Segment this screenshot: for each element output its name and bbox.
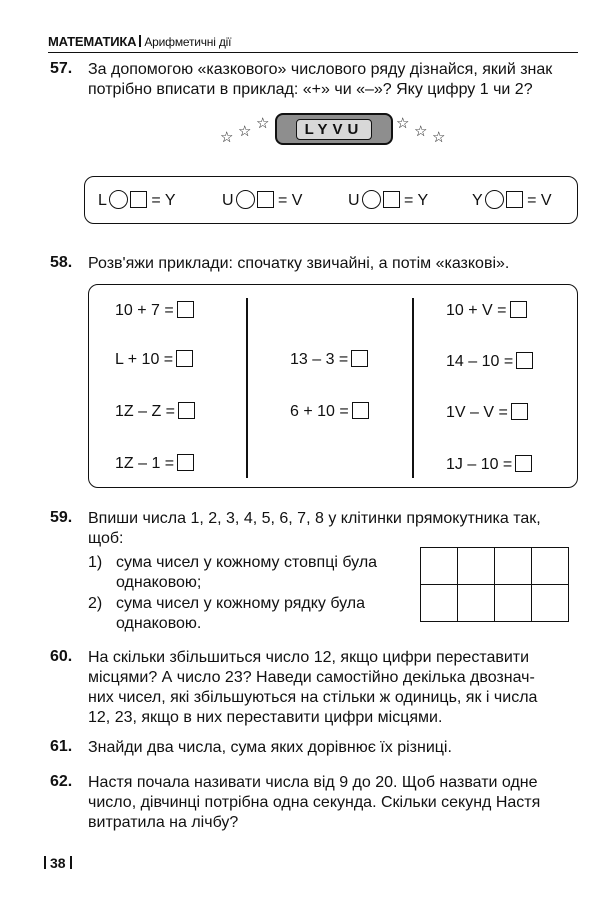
item-line-1: сума чисел у кожному рядку була [116, 595, 366, 612]
equation [115, 301, 194, 320]
text-line: них чисел, які збільшуються на стільки ж одиниць, як і числа [88, 689, 538, 706]
task-59-item-2 [88, 594, 365, 634]
sign-circle[interactable] [485, 190, 504, 209]
item-mark: 2) [88, 595, 103, 612]
star-icon: ☆ [256, 115, 270, 132]
number-line-banner [275, 113, 393, 145]
equation-text: 14 – 10 = [446, 353, 514, 370]
star-icon: ☆ [414, 123, 428, 140]
task-59-number: 59. [50, 509, 73, 526]
grid-cell[interactable] [458, 585, 495, 622]
example-2 [222, 190, 302, 210]
subject-label: МАТЕМАТИКА [48, 34, 137, 49]
example-left: L [98, 192, 107, 209]
star-icon: ☆ [220, 129, 234, 146]
answer-square[interactable] [510, 301, 527, 318]
task-59-line-1: Впиши числа 1, 2, 3, 4, 5, 6, 7, 8 у клітинки прямокутника так, [88, 510, 541, 527]
equation [446, 455, 532, 474]
task-59-line-2: щоб: [88, 530, 124, 547]
example-left: Y [472, 192, 483, 209]
answer-square[interactable] [177, 301, 194, 318]
task-57-line-2: потрібно вписати в приклад: «+» чи «–»? Яку цифру 1 чи 2? [88, 81, 533, 98]
equation [115, 350, 193, 369]
task-58-number: 58. [50, 254, 73, 271]
grid-cell[interactable] [421, 585, 458, 622]
equation-text: L + 10 = [115, 351, 174, 368]
header-divider [48, 52, 578, 53]
star-icon: ☆ [432, 129, 446, 146]
equation-text: 1V – V = [446, 404, 508, 421]
digit-square[interactable] [130, 191, 147, 208]
answer-square[interactable] [176, 350, 193, 367]
number-grid [420, 547, 569, 622]
column-divider [246, 298, 248, 478]
equation [290, 402, 369, 421]
answer-square[interactable] [178, 402, 195, 419]
task-60-text [88, 648, 588, 728]
equation-text: 10 + V = [446, 302, 507, 319]
answer-square[interactable] [516, 352, 533, 369]
task-59-item-1 [88, 553, 377, 593]
page-header [48, 34, 231, 49]
example-right: = V [527, 192, 552, 209]
grid-cell[interactable] [532, 548, 569, 585]
page-number-value: 38 [50, 855, 66, 871]
item-line-2: однаковою; [116, 574, 202, 591]
grid-cell[interactable] [421, 548, 458, 585]
example-1 [98, 190, 176, 210]
grid-cell[interactable] [495, 548, 532, 585]
task-60-number: 60. [50, 648, 73, 665]
digit-square[interactable] [383, 191, 400, 208]
sign-circle[interactable] [362, 190, 381, 209]
task-57-number: 57. [50, 60, 73, 77]
digit-square[interactable] [506, 191, 523, 208]
answer-square[interactable] [177, 454, 194, 471]
column-divider [412, 298, 414, 478]
task-58-text: Розв'яжи приклади: спочатку звичайні, а потім «казкові». [88, 255, 510, 272]
grid-cell[interactable] [495, 585, 532, 622]
equation-text: 1Z – 1 = [115, 455, 175, 472]
equation [115, 454, 194, 473]
grid-cell[interactable] [532, 585, 569, 622]
item-line-1: сума чисел у кожному стовпці була [116, 554, 378, 571]
star-icon: ☆ [396, 115, 410, 132]
section-label: Арифметичні дії [144, 35, 232, 49]
answer-square[interactable] [511, 403, 528, 420]
equation [446, 403, 528, 422]
equation-text: 1Z – Z = [115, 403, 176, 420]
equation-text: 10 + 7 = [115, 302, 174, 319]
banner-letters: LYVU [296, 119, 373, 140]
page-number [44, 855, 72, 871]
text-line: На скільки збільшиться число 12, якщо цифри переставити [88, 649, 530, 666]
sign-circle[interactable] [236, 190, 255, 209]
example-left: U [222, 192, 234, 209]
task-59-text [88, 509, 578, 549]
example-4 [472, 190, 552, 210]
task-57-line-1: За допомогою «казкового» числового ряду дізнайся, який знак [88, 61, 553, 78]
answer-square[interactable] [352, 402, 369, 419]
star-icon: ☆ [238, 123, 252, 140]
task-61-number: 61. [50, 738, 73, 755]
text-line: 12, 23, якщо в них переставити цифри місцями. [88, 709, 443, 726]
digit-square[interactable] [257, 191, 274, 208]
equation [115, 402, 195, 421]
task-62-number: 62. [50, 773, 73, 790]
task-61-text: Знайди два числа, сума яких дорівнює їх різниці. [88, 739, 452, 756]
equation [446, 301, 527, 320]
item-line-2: однаковою. [116, 615, 202, 632]
grid-cell[interactable] [458, 548, 495, 585]
task-62-text [88, 773, 588, 833]
text-line: число, дівчинці потрібна одна секунда. Скільки секунд Настя [88, 794, 541, 811]
text-line: Настя почала називати числа від 9 до 20. Щоб назвати одне [88, 774, 538, 791]
task-57-text [88, 60, 578, 100]
text-line: місцями? А число 23? Наведи самостійно декілька двознач- [88, 669, 535, 686]
equation-text: 1J – 10 = [446, 456, 513, 473]
example-left: U [348, 192, 360, 209]
item-mark: 1) [88, 554, 103, 571]
text-line: витратила на лічбу? [88, 814, 239, 831]
answer-square[interactable] [515, 455, 532, 472]
example-right: = Y [404, 192, 429, 209]
example-right: = V [278, 192, 303, 209]
sign-circle[interactable] [109, 190, 128, 209]
example-3 [348, 190, 428, 210]
equation-text: 6 + 10 = [290, 403, 349, 420]
answer-square[interactable] [351, 350, 368, 367]
example-right: = Y [151, 192, 176, 209]
equation-text: 13 – 3 = [290, 351, 349, 368]
equation [446, 352, 533, 371]
equation [290, 350, 368, 369]
